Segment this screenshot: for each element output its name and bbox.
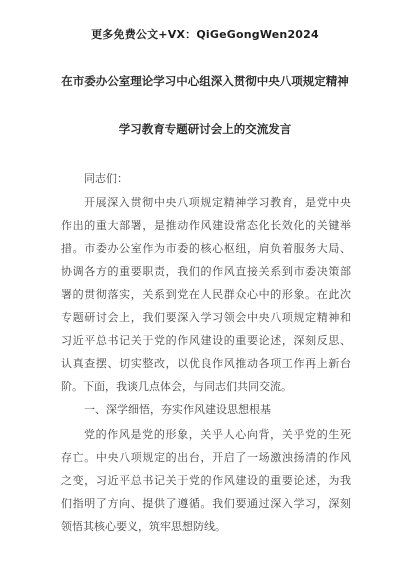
paragraph1-line: 阶。下面，我谈几点体会，与同志们共同交流。 — [61, 380, 292, 393]
paragraph2-line: 之变，习近平总书记关于党的作风建设的重要论述，为我 — [61, 474, 351, 487]
section1-heading: 一、深学细悟，夯实作风建设思想根基 — [84, 403, 271, 416]
paragraph2-line: 存亡。中央八项规定的出台，开启了一场激浊扬清的作风 — [61, 451, 351, 464]
paragraph1-line: 协调各方的重要职责，我们的作风直接关系到市委决策部 — [61, 265, 351, 278]
paragraph1-line: 措。市委办公室作为市委的核心枢纽，肩负着服务大局、 — [61, 242, 351, 255]
paragraph2-line: 党的作风是党的形象，关乎人心向背，关乎党的生死 — [84, 428, 351, 441]
paragraph1-line: 习近平总书记关于党的作风建设的重要论述，深刻反思、 — [61, 334, 351, 347]
paragraph1-line: 认真查摆、切实整改，以优良作风推动各项工作再上新台 — [61, 357, 351, 370]
watermark-header: 更多免费公文+VX：QiGeGongWen2024 — [91, 28, 319, 41]
document-title-line2: 学习教育专题研讨会上的交流发言 — [118, 122, 292, 136]
paragraph1-line: 专题研讨会上，我们要深入学习领会中央八项规定精神和 — [61, 311, 351, 324]
paragraph1-line: 作出的重大部署，是推动作风建设常态化长效化的关键举 — [61, 219, 351, 232]
paragraph1-line: 署的贯彻落实，关系到党在人民群众心中的形象。在此次 — [61, 288, 351, 301]
document-title-line1: 在市委办公室理论学习中心组深入贯彻中央八项规定精神 — [61, 74, 349, 88]
paragraph2-line: 们指明了方向、提供了遵循。我们要通过深入学习，深刻 — [61, 497, 351, 510]
paragraph2-line: 领悟其核心要义，筑牢思想防线。 — [61, 520, 226, 533]
paragraph1-line: 开展深入贯彻中央八项规定精神学习教育，是党中央 — [84, 196, 351, 209]
salutation: 同志们： — [84, 172, 128, 185]
